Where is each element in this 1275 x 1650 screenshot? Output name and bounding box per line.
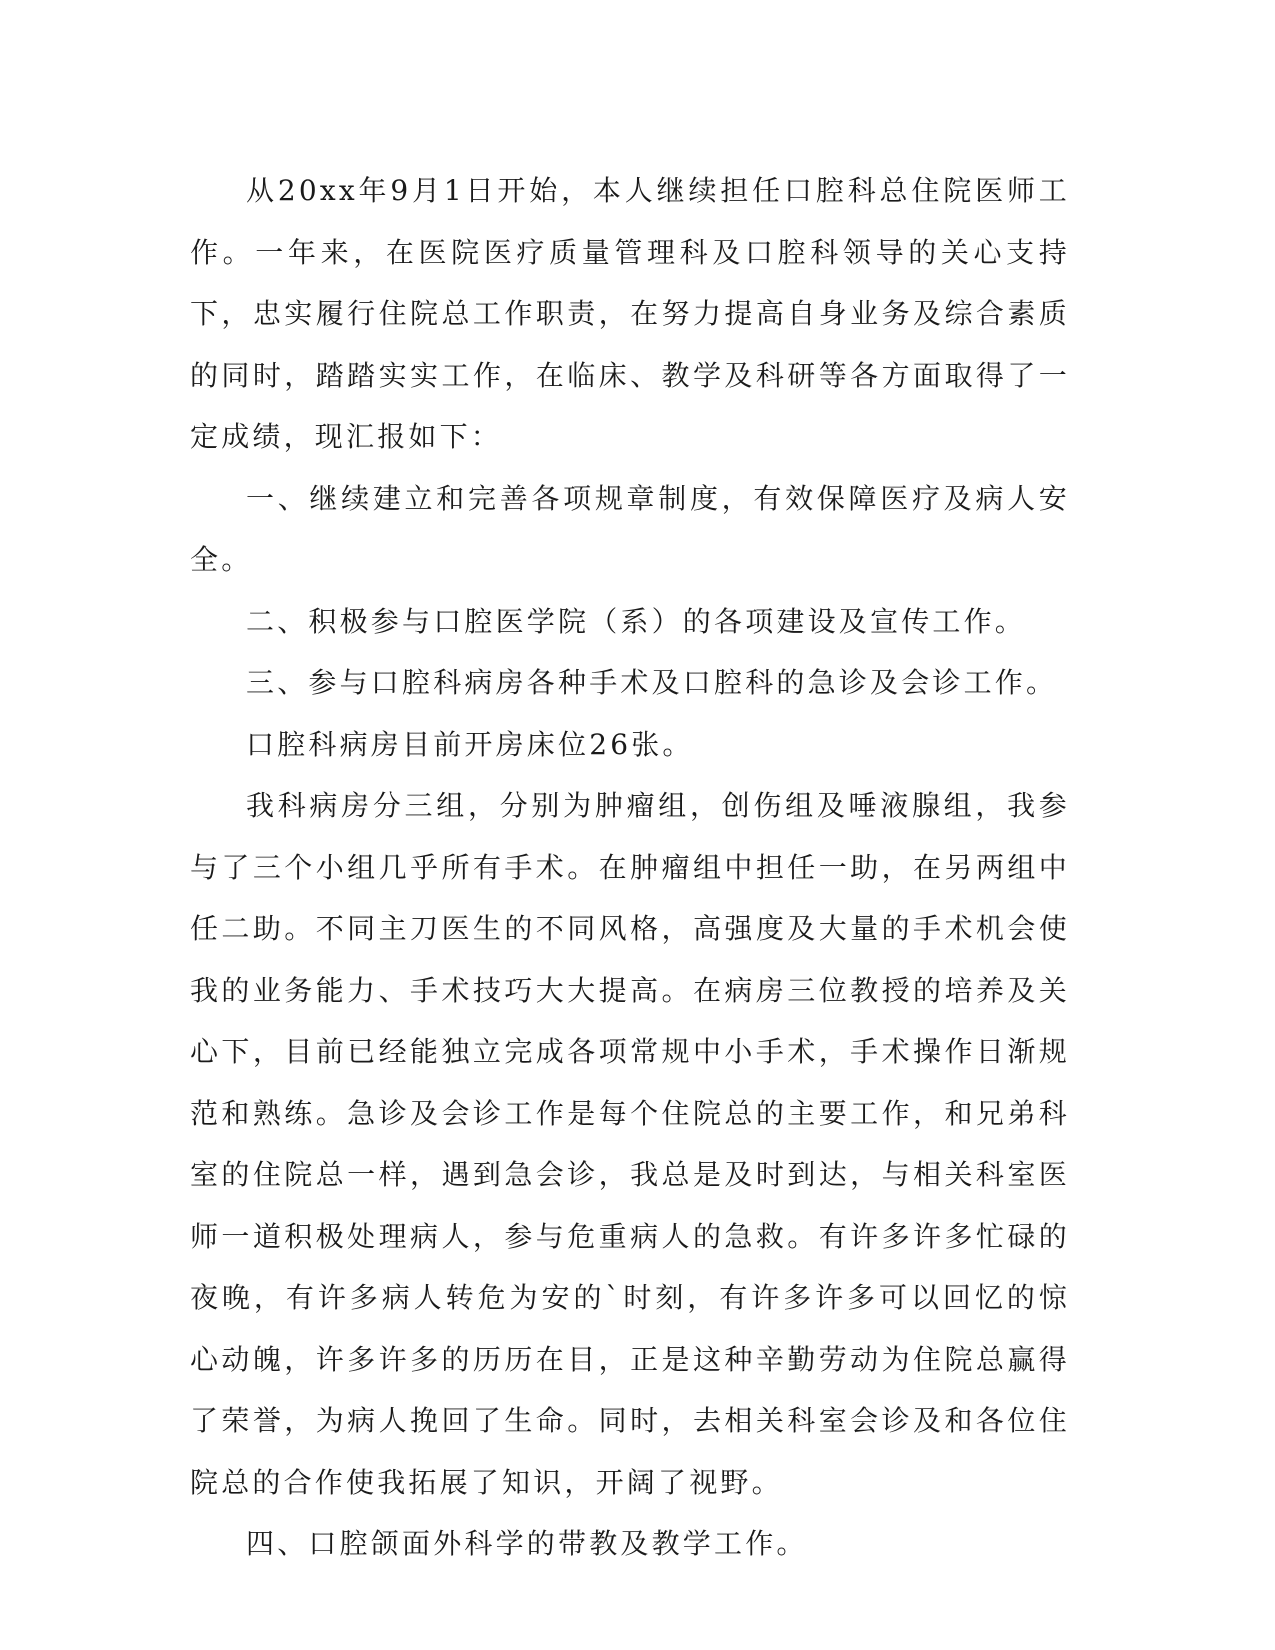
paragraph-section-4: 四、口腔颌面外科学的带教及教学工作。 [246,1527,808,1560]
paragraph-section-1: 一、继续建立和完善各项规章制度，有效保障医疗及病人安全。 [190,481,1070,576]
document-body [190,160,1070,1575]
paragraph-intro: 从20xx年9月1日开始，本人继续担任口腔科总住院医师工作。一年来，在医院医疗质量管理科及口腔科领导的关心支持下，忠实履行住院总工作职责，在努力提高自身业务及综合素质的同时，踏踏实实工作，在临床、教学及科研等各方面取得了一定成绩，现汇报如下： [190,174,1070,453]
paragraph-surgery-detail: 我科病房分三组，分别为肿瘤组，创伤组及唾液腺组，我参与了三个小组几乎所有手术。在肿瘤组中担任一助，在另两组中任二助。不同主刀医生的不同风格，高强度及大量的手术机会使我的业务能力、手术技巧大大提高。在病房三位教授的培养及关心下，目前已经能独立完成各项常规中小手术，手术操作日渐规范和熟练。急诊及会诊工作是每个住院总的主要工作，和兄弟科室的住院总一样，遇到急会诊，我总是及时到达，与相关科室医师一道积极处理病人，参与危重病人的急救。有许多许多忙碌的夜晚，有许多病人转危为安的`时刻，有许多许多可以回忆的惊心动魄，许多许多的历历在目，正是这种辛勤劳动为住院总赢得了荣誉，为病人挽回了生命。同时，去相关科室会诊及和各位住院总的合作使我拓展了知识，开阔了视野。 [190,789,1070,1499]
paragraph-section-2: 二、积极参与口腔医学院（系）的各项建设及宣传工作。 [246,604,1027,638]
paragraph-section-3: 三、参与口腔科病房各种手术及口腔科的急诊及会诊工作。 [246,666,1058,699]
paragraph-beds: 口腔科病房目前开房床位26张。 [246,727,694,761]
